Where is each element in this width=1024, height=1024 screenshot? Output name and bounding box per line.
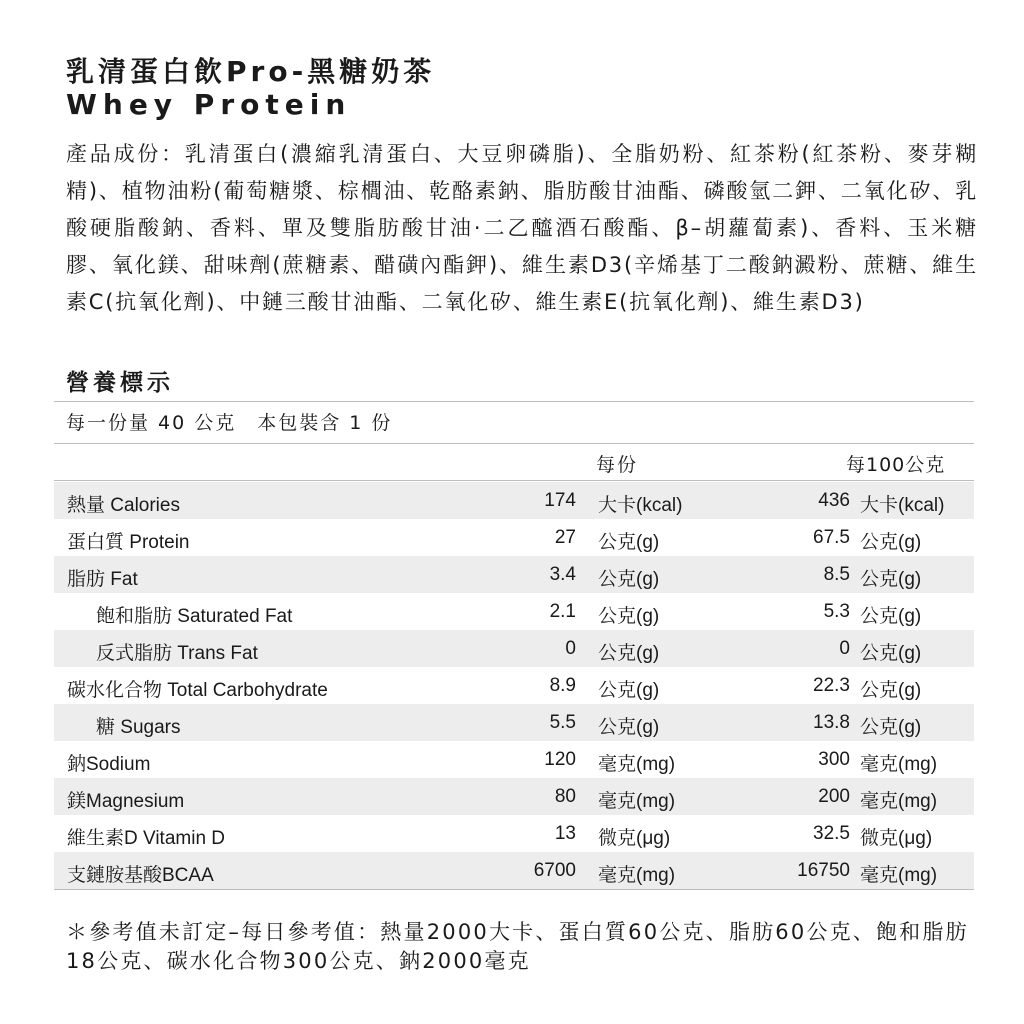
- nutrient-label: 反式脂肪 Trans Fat: [96, 643, 258, 664]
- unit-per-serving: 大卡(kcal): [598, 495, 683, 516]
- value-per-100g: 200: [818, 786, 850, 807]
- nutrition-row-vitamin-d: [54, 815, 974, 852]
- unit-per-100g: 毫克(mg): [860, 754, 938, 775]
- nutrition-table: [54, 482, 974, 889]
- value-per-100g: 8.5: [823, 564, 850, 585]
- unit-per-serving: 公克(g): [598, 680, 660, 701]
- unit-per-100g: 公克(g): [860, 680, 922, 701]
- unit-per-serving: 公克(g): [598, 532, 660, 553]
- value-per-serving: 174: [544, 490, 576, 511]
- value-per-serving: 3.4: [549, 564, 576, 585]
- serving-size: 每一份量 40 公克 本包裝含 1 份: [66, 412, 393, 434]
- nutrition-row-bcaa: [54, 852, 974, 889]
- nutrition-row-carbohydrate: [54, 667, 974, 704]
- nutrition-row-fat: [54, 556, 974, 593]
- value-per-100g: 67.5: [813, 527, 850, 548]
- nutrition-heading: 營養標示: [66, 370, 174, 396]
- nutrition-row-sodium: [54, 741, 974, 778]
- value-per-serving: 6700: [533, 860, 576, 881]
- value-per-serving: 8.9: [549, 675, 576, 696]
- value-per-serving: 5.5: [549, 712, 576, 733]
- unit-per-100g: 微克(μg): [860, 828, 933, 849]
- value-per-100g: 32.5: [813, 823, 850, 844]
- product-title-zh: 乳清蛋白飲Pro-黑糖奶茶: [66, 55, 436, 88]
- nutrition-row-sugars: [54, 704, 974, 741]
- value-per-serving: 13: [554, 823, 576, 844]
- daily-reference-footnote: ＊參考值未訂定–每日參考值：熱量2000大卡、蛋白質60公克、脂肪60公克、飽和脂肪18公克、碳水化合物300公克、鈉2000毫克: [66, 920, 969, 973]
- product-title-en: Whey Protein: [66, 88, 352, 121]
- divider: [54, 401, 974, 402]
- unit-per-100g: 公克(g): [860, 532, 922, 553]
- nutrient-label: 飽和脂肪 Saturated Fat: [96, 606, 293, 627]
- value-per-serving: 0: [565, 638, 576, 659]
- nutrient-label: 蛋白質 Protein: [67, 532, 190, 553]
- value-per-100g: 22.3: [813, 675, 850, 696]
- value-per-100g: 5.3: [823, 601, 850, 622]
- unit-per-100g: 毫克(mg): [860, 791, 938, 812]
- unit-per-100g: 公克(g): [860, 569, 922, 590]
- column-header-per-100g: 每100公克: [846, 454, 946, 476]
- nutrient-label: 熱量 Calories: [67, 495, 180, 516]
- unit-per-serving: 毫克(mg): [598, 754, 676, 775]
- unit-per-100g: 公克(g): [860, 717, 922, 738]
- value-per-100g: 13.8: [813, 712, 850, 733]
- value-per-serving: 2.1: [549, 601, 576, 622]
- unit-per-serving: 毫克(mg): [598, 791, 676, 812]
- nutrient-label: 維生素D Vitamin D: [67, 828, 226, 849]
- unit-per-serving: 毫克(mg): [598, 865, 676, 886]
- divider: [54, 480, 974, 481]
- value-per-serving: 80: [554, 786, 576, 807]
- divider: [54, 443, 974, 444]
- unit-per-serving: 公克(g): [598, 606, 660, 627]
- nutrition-row-magnesium: [54, 778, 974, 815]
- nutrition-row-trans-fat: [54, 630, 974, 667]
- nutrition-row-calories: [54, 482, 974, 519]
- unit-per-serving: 公克(g): [598, 569, 660, 590]
- nutrient-label: 碳水化合物 Total Carbohydrate: [67, 680, 328, 701]
- nutrient-label: 鈉Sodium: [67, 754, 151, 775]
- value-per-100g: 300: [818, 749, 850, 770]
- nutrient-label: 支鏈胺基酸BCAA: [67, 865, 214, 886]
- value-per-100g: 16750: [797, 860, 850, 881]
- nutrition-row-saturated-fat: [54, 593, 974, 630]
- nutrient-label: 鎂Magnesium: [67, 791, 185, 812]
- nutrient-label: 糖 Sugars: [96, 717, 181, 738]
- value-per-serving: 120: [544, 749, 576, 770]
- ingredients-text: 產品成份：乳清蛋白(濃縮乳清蛋白、大豆卵磷脂)、全脂奶粉、紅茶粉(紅茶粉、麥芽糊精)、植物油粉(葡萄糖漿、棕櫚油、乾酪素鈉、脂肪酸甘油酯、磷酸氫二鉀、二氧化矽、乳酸硬脂酸鈉、香料、單及雙脂肪酸甘油·二乙醯酒石酸酯、β–胡蘿蔔素)、香料、玉米糖膠、氧化鎂、甜味劑(蔗糖素、醋磺內酯鉀)、維生素D3(辛烯基丁二酸鈉澱粉、蔗糖、維生素C(抗氧化劑)、中鏈三酸甘油酯、二氧化矽、維生素E(抗氧化劑)、維生素D3): [66, 142, 978, 314]
- unit-per-100g: 毫克(mg): [860, 865, 938, 886]
- divider: [54, 889, 974, 890]
- unit-per-serving: 微克(μg): [598, 828, 671, 849]
- unit-per-serving: 公克(g): [598, 717, 660, 738]
- unit-per-100g: 公克(g): [860, 643, 922, 664]
- value-per-100g: 436: [818, 490, 850, 511]
- unit-per-100g: 大卡(kcal): [860, 495, 945, 516]
- unit-per-100g: 公克(g): [860, 606, 922, 627]
- nutrition-row-protein: [54, 519, 974, 556]
- value-per-100g: 0: [839, 638, 850, 659]
- nutrient-label: 脂肪 Fat: [67, 569, 138, 590]
- column-header-per-serving: 每份: [596, 454, 639, 476]
- value-per-serving: 27: [554, 527, 576, 548]
- unit-per-serving: 公克(g): [598, 643, 660, 664]
